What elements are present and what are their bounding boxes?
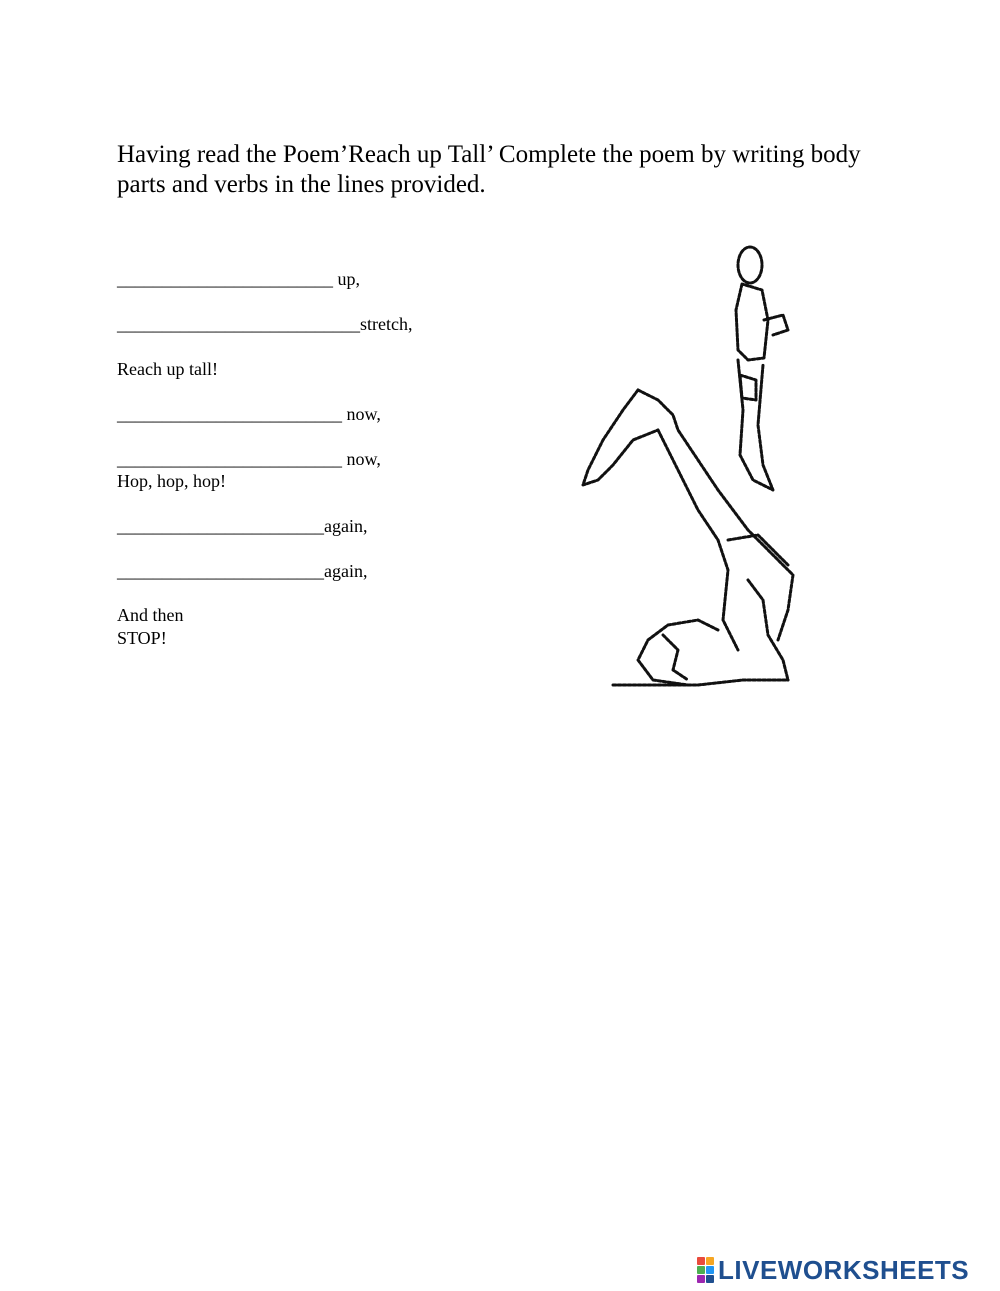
logo-blocks-icon — [697, 1257, 714, 1283]
logo-text: LIVEWORKSHEETS — [718, 1254, 970, 1285]
poem-line-8: _______________________again, — [117, 561, 368, 581]
poem-line-2: ___________________________stretch, — [117, 314, 413, 334]
figure-front — [658, 430, 738, 650]
child-head — [738, 247, 762, 283]
poem-line-9: And then — [117, 605, 184, 625]
poem-line-1: ________________________ up, — [117, 269, 360, 289]
poem-line-5: _________________________ now, — [117, 449, 381, 469]
instruction-text: Having read the Poem’Reach up Tall’ Complete the poem by writing body parts and verbs in the lines provided. — [117, 141, 861, 198]
poem-line-6: Hop, hop, hop! — [117, 471, 226, 491]
figure-arm — [663, 635, 688, 680]
poem-line-3: Reach up tall! — [117, 359, 218, 379]
figure-ground — [613, 680, 788, 685]
poem-line-10: STOP! — [117, 628, 167, 648]
child-shorts — [740, 375, 756, 400]
figure-back — [638, 390, 793, 640]
poem-line-7: _______________________again, — [117, 516, 368, 536]
liveworksheets-logo — [697, 1256, 969, 1284]
person-stretching-illustration — [578, 240, 803, 690]
poem-line-4: _________________________ now, — [117, 404, 381, 424]
child-body — [736, 284, 768, 360]
figure-leg-raised — [583, 390, 658, 485]
